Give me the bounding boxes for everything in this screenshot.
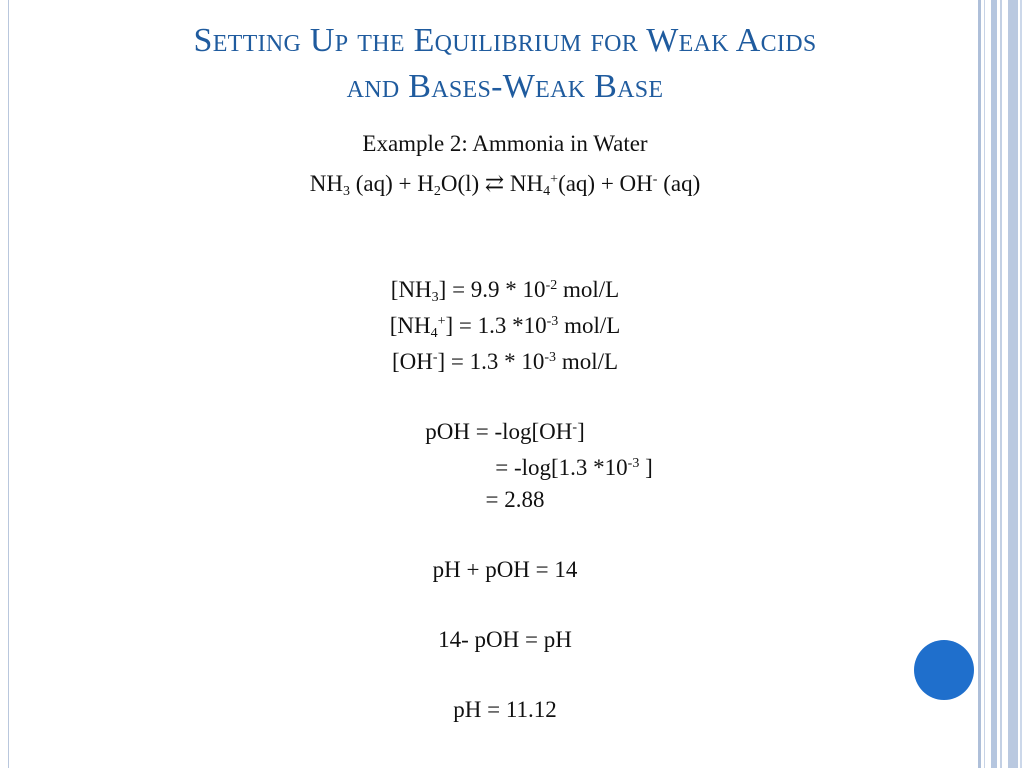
- poh-line-3: = 2.88: [485, 487, 545, 512]
- slide-content: [140, 126, 870, 728]
- reaction-equation: $NH_3$ $(aq) + H_2O(l)$ ⇄ $NH_4^+(aq) + OH^-$ (aq): [309, 171, 701, 199]
- title-line-2: and Bases-Weak Base: [346, 68, 664, 105]
- conc-oh: $[OH^-] = 1.3 * 10^{-3}$ mol/L: [391, 349, 619, 374]
- poh-line-1: pOH = -log[OH-]: [425, 419, 585, 444]
- ph-rearrange-line: 14- pOH = pH: [438, 627, 572, 652]
- title-line-1: Setting Up the Equilibrium for Weak Acids: [193, 22, 817, 59]
- ph-result-line: pH = 11.12: [453, 697, 557, 722]
- conc-nh3: $[NH_3] = 9.9 * 10^{-2}$ mol/L: [390, 277, 620, 305]
- decorative-circle: [914, 640, 974, 700]
- slide-title: [60, 18, 950, 110]
- ph-sum-line: pH + pOH = 14: [432, 557, 578, 582]
- left-frame-line: [8, 0, 9, 768]
- example-title: Example 2: Ammonia in Water: [362, 131, 648, 156]
- poh-line-2: = -log[1.3 $*10^{-3}$ ]: [495, 455, 653, 480]
- conc-nh4: $[NH_4^+] = 1.3$ $*10^{-3}$ mol/L: [389, 313, 621, 341]
- right-decorative-border: [978, 0, 1024, 768]
